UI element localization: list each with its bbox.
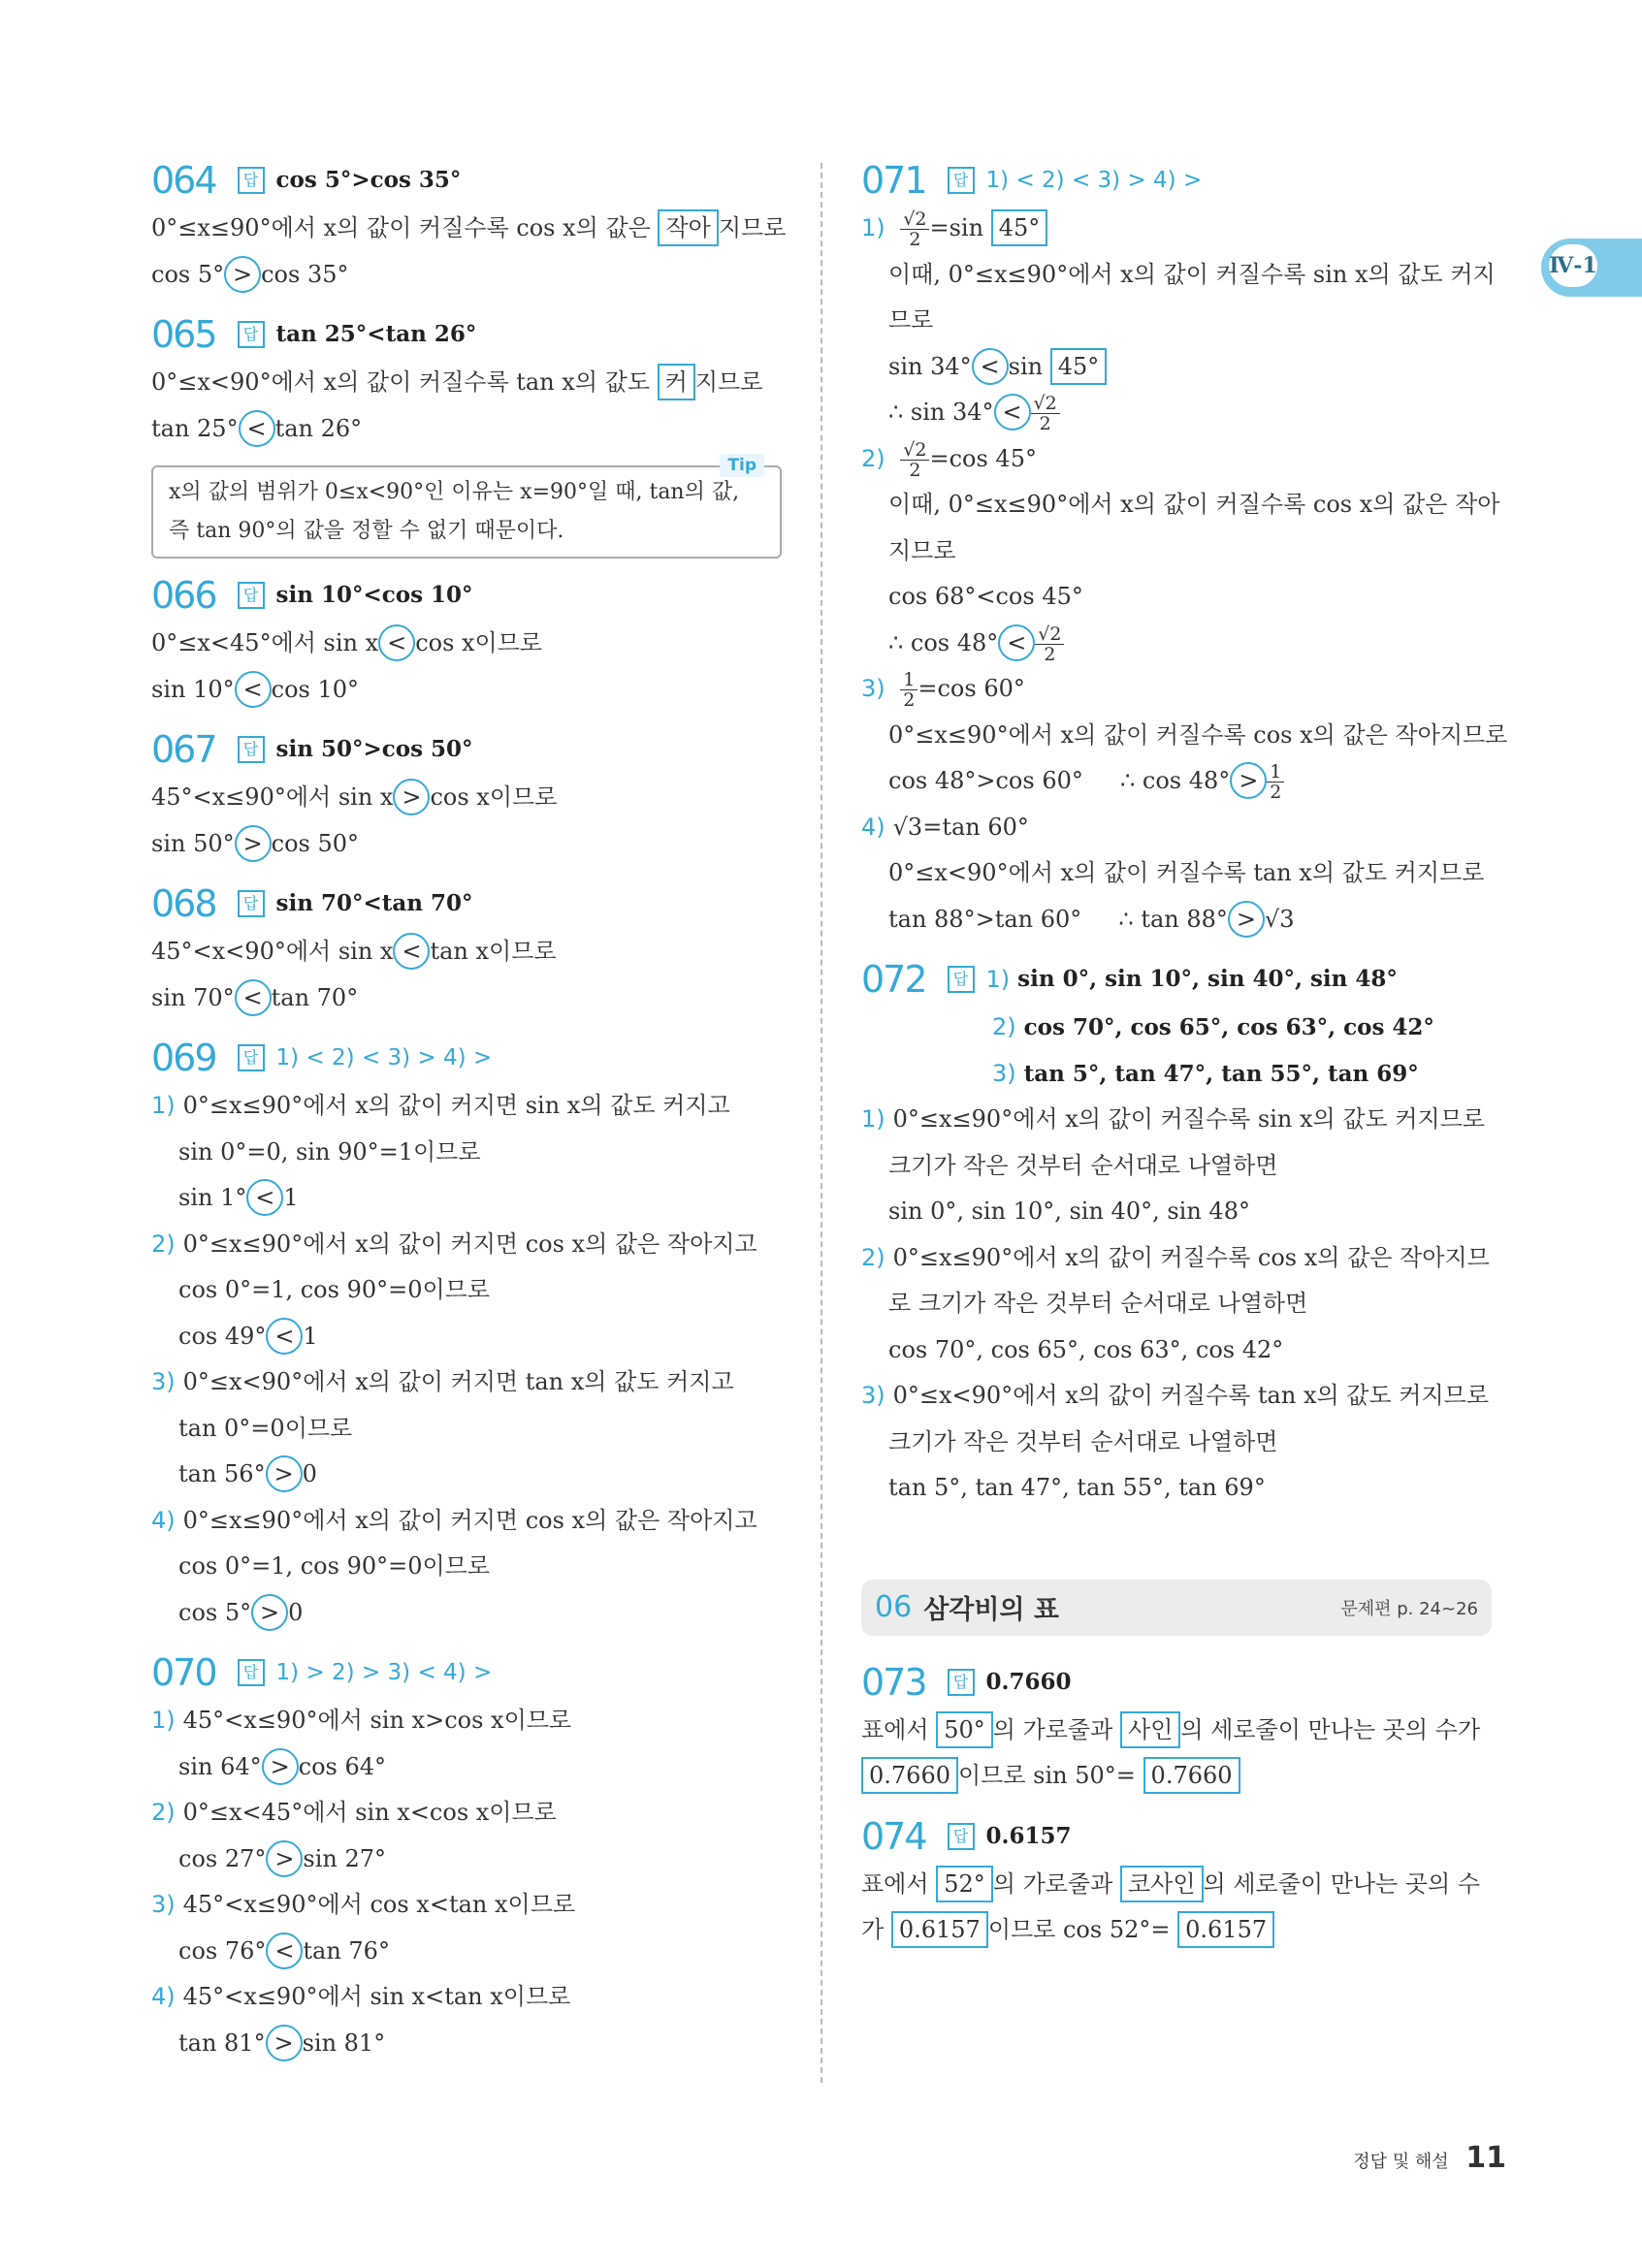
answer-icon: 답 [238, 167, 265, 194]
solution-line: cos 0°=1, cos 90°=0이므로 [178, 1276, 491, 1303]
solution-line: cos 0°=1, cos 90°=0이므로 [178, 1552, 491, 1580]
answer: sin 10°<cos 10° [275, 582, 473, 608]
solution-line: 3) 0°≤x<90°에서 x의 값이 커질수록 tan x의 값도 커지므로 [861, 1382, 1490, 1409]
solution-line: 0°≤x≤90°에서 x의 값이 커질수록 cos x의 값은 작아지므로 [888, 720, 1508, 749]
chapter-label: Ⅳ-1 [1549, 244, 1597, 287]
solution-line: tan 88°>tan 60° ∴ tan 88° > √3 [861, 897, 1492, 943]
solution-line: 4) 45°<x≤90°에서 sin x<tan x이므로 [151, 1983, 571, 2010]
answer: 1) < 2) < 3) > 4) > [275, 1045, 493, 1070]
fraction: $\frac{√2}{2}$ [900, 209, 929, 249]
section-header [861, 1580, 1492, 1636]
page-footer [1353, 2141, 1506, 2175]
problem-070 [151, 1647, 782, 1698]
answer-circle: < [235, 671, 272, 708]
fraction: $\frac{√2}{2}$ [1035, 624, 1064, 664]
solution-line: 0°≤x≤90°에서 x의 값이 커질수록 cos x의 값은 작아 지므로 [151, 206, 782, 252]
answer-circle: > [393, 779, 430, 815]
solution-line: cos 76° < tan 76° [151, 1929, 782, 1975]
solution-line: tan 5°, tan 47°, tan 55°, tan 69° [888, 1474, 1266, 1501]
solution-line: tan 0°=0이므로 [178, 1414, 353, 1442]
answer-icon: 답 [948, 1823, 975, 1850]
problem-067 [151, 724, 782, 775]
problem-number: 071 [861, 159, 926, 202]
answer-icon: 답 [238, 1659, 265, 1686]
problem-072: 072 답 1) sin 0°, sin 10°, sin 40°, sin 48° [861, 954, 1492, 1005]
answer-box: 0.6157 [891, 1911, 988, 1948]
solution-line: 1) 45°<x≤90°에서 sin x>cos x이므로 [151, 1707, 572, 1734]
section-number: 06 [875, 1590, 913, 1624]
answer-icon: 답 [948, 966, 975, 993]
problem-number: 065 [151, 313, 216, 356]
tip-tag: Tip [720, 454, 764, 477]
solution-line: sin 34° < sin 45° [861, 344, 1492, 391]
problem-number: 069 [151, 1037, 216, 1079]
solution-line: cos 5° > cos 35° [151, 252, 782, 299]
problem-068 [151, 878, 782, 929]
answer-circle: > [224, 256, 261, 293]
answer-icon: 답 [238, 321, 265, 348]
answer-circle: < [378, 624, 415, 661]
answer-circle: > [1230, 762, 1267, 799]
solution-line: 가 0.6157 이므로 cos 52°= 0.6157 [861, 1907, 1492, 1954]
solution-line: 로 크기가 작은 것부터 순서대로 나열하면 [888, 1290, 1308, 1317]
solution-line: 3) 45°<x≤90°에서 cos x<tan x이므로 [151, 1891, 576, 1918]
answer-icon: 답 [948, 1669, 975, 1696]
answer-circle: > [266, 1840, 303, 1877]
solution-line: 2) 0°≤x≤90°에서 x의 값이 커지면 cos x의 값은 작아지고 [151, 1230, 757, 1258]
solution-line: sin 70° < tan 70° [151, 975, 782, 1022]
solution-line: 2) 0°≤x<45°에서 sin x<cos x이므로 [151, 1799, 557, 1826]
tip-line: 즉 tan 90°의 값을 정할 수 없기 때문이다. [169, 519, 564, 543]
answer: sin 0°, sin 10°, sin 40°, sin 48° [1017, 966, 1398, 992]
solution-line: 이때, 0°≤x≤90°에서 x의 값이 커질수록 sin x의 값도 커지 [888, 260, 1496, 288]
answer-circle: > [266, 1455, 303, 1492]
answer-box: 52° [936, 1866, 993, 1902]
solution-line: tan 25° < tan 26° [151, 406, 782, 453]
solution-line: cos 68°<cos 45° [888, 583, 1083, 610]
answer-box: 사인 [1120, 1711, 1180, 1748]
answer-circle: < [994, 394, 1031, 431]
solution-line: 2) $\frac{√2}{2}$ =cos 45° [861, 438, 1037, 481]
problem-number: 068 [151, 882, 216, 925]
solution-line: 4) √3=tan 60° [861, 813, 1029, 841]
answer-circle: < [266, 1318, 303, 1355]
solution-line: sin 50° > cos 50° [151, 821, 782, 868]
solution-line: sin 0°=0, sin 90°=1이므로 [178, 1137, 481, 1166]
solution-line: ∴ sin 34° < $\frac{√2}{2}$ [861, 390, 1492, 436]
problem-number: 073 [861, 1660, 926, 1704]
solution-line: 표에서 50° 의 가로줄과 사인 의 세로줄이 만나는 곳의 수가 [861, 1708, 1492, 1754]
column-divider [821, 163, 822, 2083]
page-number: 11 [1465, 2141, 1506, 2175]
problem-073 [861, 1657, 1492, 1708]
fraction: $\frac{√2}{2}$ [1031, 394, 1060, 433]
solution-line: 2) 0°≤x≤90°에서 x의 값이 커질수록 cos x의 값은 작아지므 [861, 1243, 1490, 1271]
answer-box: 45° [1050, 348, 1108, 385]
answer-circle: > [1228, 901, 1265, 938]
solution-line: cos 48°>cos 60° ∴ cos 48° > $\frac{1}{2}$ [861, 758, 1492, 805]
problem-074 [861, 1811, 1492, 1862]
answer-line: 2) cos 70°, cos 65°, cos 63°, cos 42° [992, 1013, 1434, 1040]
left-column [151, 155, 787, 2066]
solution-line: 0°≤x<90°에서 x의 값이 커질수록 tan x의 값도 커 지므로 [151, 360, 782, 406]
answer-box: 45° [991, 209, 1048, 246]
problem-number: 066 [151, 574, 216, 617]
answer: 1) < 2) < 3) > 4) > [985, 168, 1203, 193]
footer-text: 정답 및 해설 [1353, 2152, 1449, 2172]
problem-069 [151, 1033, 782, 1083]
solution-line: ∴ cos 48° < $\frac{√2}{2}$ [861, 621, 1492, 667]
solution-line: 0°≤x<90°에서 x의 값이 커질수록 tan x의 값도 커지므로 [888, 859, 1485, 886]
problem-066 [151, 570, 782, 621]
solution-line: 1) 0°≤x≤90°에서 x의 값이 커질수록 sin x의 값도 커지므로 [861, 1105, 1486, 1133]
fraction: $\frac{1}{2}$ [900, 670, 918, 710]
answer: sin 70°<tan 70° [275, 890, 473, 916]
answer-circle: < [998, 624, 1035, 661]
section-title: 삼각비의 표 [923, 1595, 1059, 1625]
solution-line: 3) 0°≤x<90°에서 x의 값이 커지면 tan x의 값도 커지고 [151, 1368, 734, 1395]
solution-line: sin 10° < cos 10° [151, 667, 782, 714]
answer-box: 작아 [658, 209, 718, 246]
solution-line: tan 56° > 0 [151, 1452, 782, 1498]
solution-line: 크기가 작은 것부터 순서대로 나열하면 [888, 1151, 1278, 1179]
right-column [861, 155, 1508, 1954]
answer-box: 50° [936, 1711, 993, 1748]
problem-065 [151, 309, 782, 360]
problem-number: 074 [861, 1814, 926, 1858]
problem-071 [861, 155, 1492, 206]
answer-circle: < [393, 933, 430, 970]
answer-circle: > [251, 1594, 288, 1631]
solution-line: 0°≤x<45°에서 sin x < cos x이므로 [151, 621, 782, 667]
solution-line: 1) 0°≤x≤90°에서 x의 값이 커지면 sin x의 값도 커지고 [151, 1092, 730, 1119]
answer: 0.7660 [985, 1668, 1072, 1695]
solution-line: 45°<x≤90°에서 sin x > cos x이므로 [151, 775, 782, 821]
solution-line: cos 49° < 1 [151, 1314, 782, 1360]
answer: tan 25°<tan 26° [275, 321, 477, 347]
answer-icon: 답 [238, 736, 265, 763]
solution-line: 이때, 0°≤x≤90°에서 x의 값이 커질수록 cos x의 값은 작아 [888, 491, 1500, 518]
answer-box: 커 [658, 364, 695, 400]
chapter-tab [1541, 239, 1642, 297]
answer-icon: 답 [238, 582, 265, 609]
answer-circle: < [239, 410, 275, 447]
answer-line: 3) tan 5°, tan 47°, tan 55°, tan 69° [992, 1059, 1419, 1087]
solution-line: cos 27° > sin 27° [151, 1837, 782, 1883]
answer: cos 5°>cos 35° [275, 167, 462, 193]
answer: 1) > 2) > 3) < 4) > [275, 1660, 493, 1685]
answer-icon: 답 [948, 167, 975, 194]
solution-line: 크기가 작은 것부터 순서대로 나열하면 [888, 1427, 1278, 1455]
answer-circle: < [972, 348, 1009, 385]
solution-line: cos 5° > 0 [151, 1590, 782, 1637]
answer-circle: < [235, 979, 272, 1016]
answer-box: 0.7660 [861, 1757, 958, 1794]
answer-icon: 답 [238, 890, 265, 917]
solution-line: sin 0°, sin 10°, sin 40°, sin 48° [888, 1198, 1250, 1225]
problem-number: 070 [151, 1651, 216, 1694]
problem-number: 072 [861, 958, 926, 1001]
answer-circle: < [266, 1933, 303, 1969]
solution-line: 3) $\frac{1}{2}$ =cos 60° [861, 669, 1025, 711]
solution-line: 0.7660 이므로 sin 50°= 0.7660 [861, 1753, 1492, 1800]
section-reference: 문제편 p. 24~26 [1340, 1598, 1478, 1619]
problem-number: 067 [151, 728, 216, 771]
solution-line: 므로 [888, 306, 934, 334]
solution-line: 지므로 [888, 536, 956, 564]
answer-icon: 답 [238, 1044, 265, 1071]
answer-box: 코사인 [1120, 1866, 1204, 1902]
solution-line: sin 1° < 1 [151, 1175, 782, 1222]
solution-line: 1) $\frac{√2}{2}$ =sin 45° [861, 206, 1492, 252]
problem-number: 064 [151, 159, 216, 202]
problem-064 [151, 155, 782, 206]
answer-box: 0.7660 [1143, 1757, 1240, 1794]
answer-circle: > [235, 825, 272, 862]
answer-circle: < [246, 1179, 283, 1216]
solution-line: 45°<x<90°에서 sin x < tan x이므로 [151, 929, 782, 975]
solution-line: sin 64° > cos 64° [151, 1744, 782, 1791]
solution-line: 4) 0°≤x≤90°에서 x의 값이 커지면 cos x의 값은 작아지고 [151, 1506, 757, 1534]
answer-circle: > [266, 2025, 303, 2061]
tip-line: x의 값의 범위가 0≤x<90°인 이유는 x=90°일 때, tan의 값, [169, 480, 740, 504]
solution-line: cos 70°, cos 65°, cos 63°, cos 42° [888, 1335, 1284, 1363]
fraction: $\frac{√2}{2}$ [900, 440, 929, 480]
fraction: $\frac{1}{2}$ [1267, 762, 1284, 802]
answer: sin 50°>cos 50° [275, 736, 473, 762]
tip-box [151, 456, 782, 559]
answer-circle: > [262, 1748, 299, 1785]
solution-line: 표에서 52° 의 가로줄과 코사인 의 세로줄이 만나는 곳의 수 [861, 1862, 1492, 1908]
answer-box: 0.6157 [1177, 1911, 1274, 1948]
solution-line: tan 81° > sin 81° [151, 2021, 782, 2067]
answer: 0.6157 [985, 1822, 1072, 1849]
